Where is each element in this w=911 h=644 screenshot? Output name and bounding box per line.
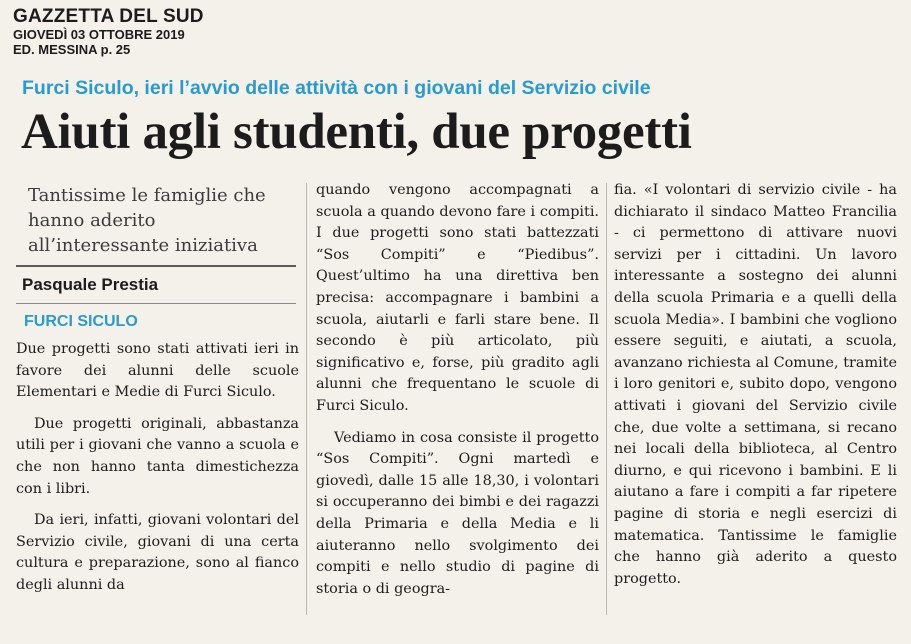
article-column-2 xyxy=(316,180,599,600)
paragraph: Da ieri, infatti, giovani volontari del Servizio civile, giovani di una certa cultura e preparazione, sono al fianco degli alunni da xyxy=(16,512,299,593)
article-column-1 xyxy=(16,183,299,597)
paragraph: fia. «I volontari di servizio civile - ha dichiarato il sindaco Matteo Francilia - ci permettono di attivare nuovi servizi per i cittadini. Un lavoro interessante a sostegno dei alunni della scuola Primaria e a quelli della scuola Media». I bambini che vogliono essere seguiti, e aiutati, a scuola, avanzano richiesta al Comune, tramite i loro genitori e, subito dopo, vengono attivati i giovani del Servizio civile che, due volte a settimana, si recano nei locali della biblioteca, al Centro diurno, e qui ricevono i bambini. E li aiutano a fare i compiti a far ripetere pagine di storia e negli esercizi di matematica. Tantissime le famiglie che hanno già aderito a questo progetto. xyxy=(614,182,897,587)
article-column-3 xyxy=(614,180,897,590)
article-kicker: Furci Siculo, ieri l’avvio delle attività con i giovani del Servizio civile xyxy=(22,77,651,99)
article-dateline: FURCI SICULO xyxy=(24,313,138,330)
publication-date: GIOVEDÌ 03 OTTOBRE 2019 xyxy=(13,27,185,42)
paragraph: Due progetti sono stati attivati ieri in favore dei alunni delle scuole Elementari e Medie di Furci Siculo. xyxy=(16,341,299,401)
newspaper-name: GAZZETTA DEL SUD xyxy=(13,6,204,27)
column-divider xyxy=(306,183,307,615)
article-headline: Aiuti agli studenti, due progetti xyxy=(21,104,692,160)
article-author: Pasquale Prestia xyxy=(22,275,159,294)
author-rule xyxy=(16,303,296,304)
paragraph: quando vengono accompagnati a scuola a quando devono fare i compiti. I due progetti sono stati battezzati “Sos Compiti” e “Piedibus”. Quest’ultimo ha una direttiva ben precisa: accompagnare i bambini a scuola, aiutarli e farli stare bene. Il secondo è più articolato, più significativo e, forse, più gradito agli alunni che frequentano le scuole di Furci Siculo. xyxy=(316,182,599,414)
paragraph: Vediamo in cosa consiste il progetto “Sos Compiti”. Ogni martedì e giovedì, dalle 15 alle 18,30, i volontari si occuperanno dei bimbi e dei ragazzi della Primaria e della Media e li aiuteranno nello svolgimento dei compiti e nello studio di pagine di storia o di geogra- xyxy=(316,429,599,597)
paragraph: Due progetti originali, abbastanza utili per i giovani che vanno a scuola e che non hanno tanta dimestichezza con i libri. xyxy=(16,415,299,497)
masthead xyxy=(13,6,204,57)
column-divider xyxy=(606,183,607,615)
summary-rule xyxy=(16,265,296,267)
article-summary: Tantissime le famiglie che hanno aderito all’interessante iniziativa xyxy=(28,185,266,256)
edition-page: ED. MESSINA p. 25 xyxy=(13,42,131,57)
